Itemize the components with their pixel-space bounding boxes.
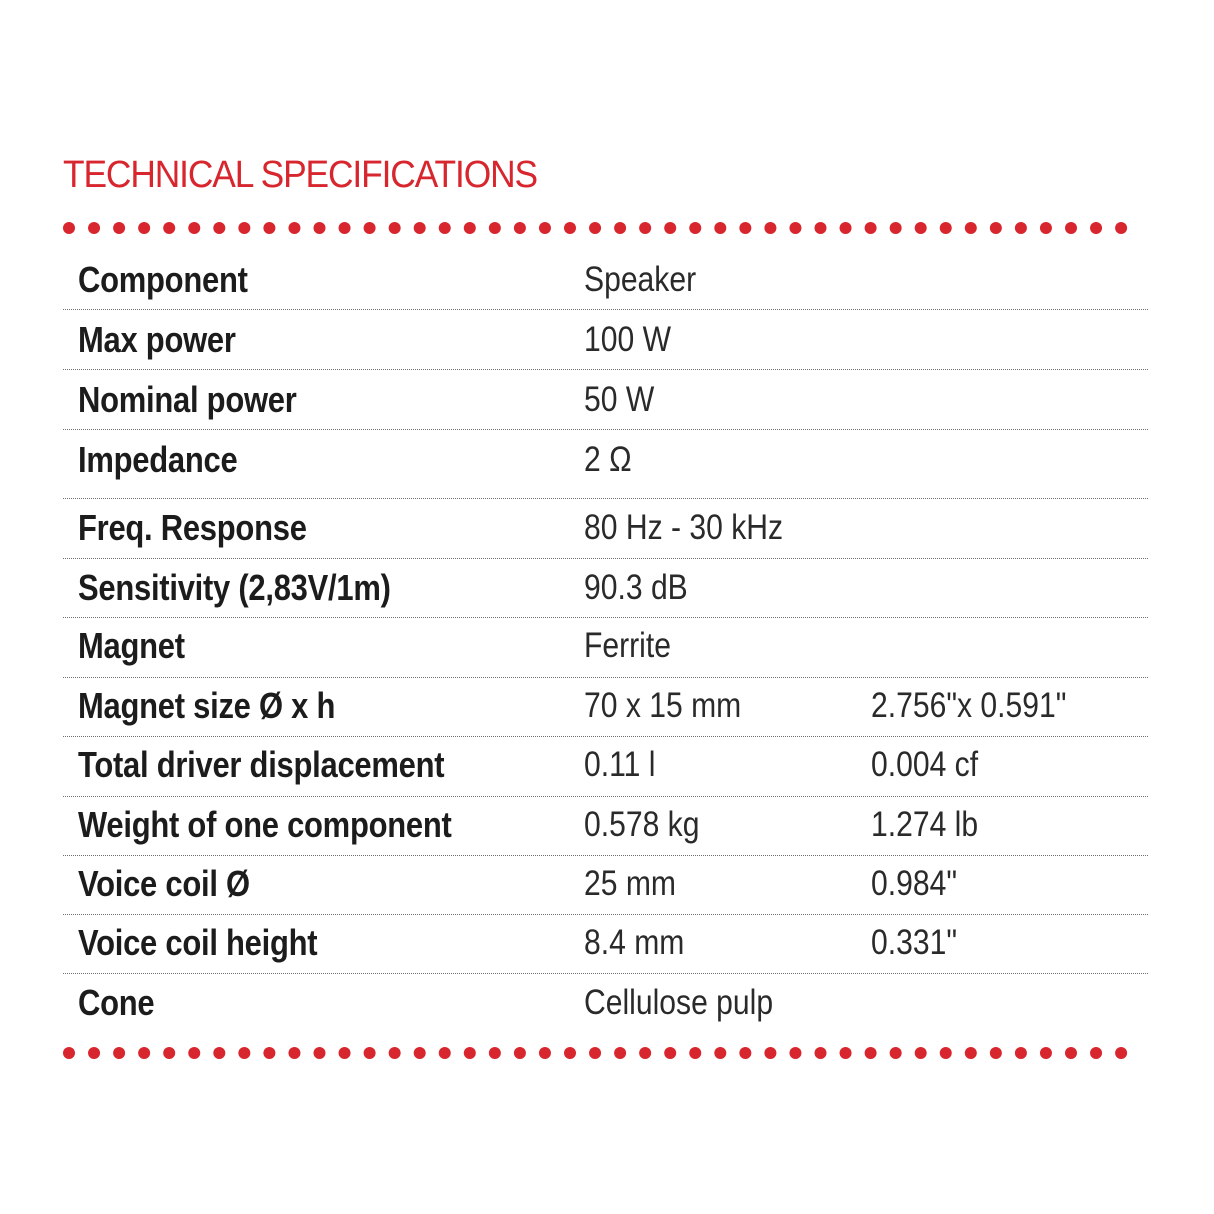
divider-dot — [890, 222, 902, 234]
spec-imperial-value: 0.984" — [871, 864, 958, 903]
divider-dot — [714, 1047, 726, 1059]
divider-dot — [764, 222, 776, 234]
spec-metric-value: Cellulose pulp — [584, 983, 774, 1022]
divider-dot — [439, 1047, 451, 1059]
spec-label: Max power — [78, 319, 236, 360]
divider-dot — [188, 1047, 200, 1059]
divider-dot — [589, 222, 601, 234]
divider-dot — [138, 222, 150, 234]
divider-dot — [464, 1047, 476, 1059]
divider-dot — [213, 1047, 225, 1059]
divider-dot — [188, 222, 200, 234]
divider-dot — [739, 1047, 751, 1059]
divider-dot — [564, 222, 576, 234]
divider-dot — [664, 222, 676, 234]
row-separator — [63, 429, 1148, 430]
row-separator — [63, 309, 1148, 310]
spec-label: Magnet size Ø x h — [78, 685, 336, 726]
spec-metric-value: Speaker — [584, 260, 697, 299]
spec-label: Component — [78, 259, 248, 300]
divider-dot — [339, 1047, 351, 1059]
divider-dot — [213, 222, 225, 234]
divider-dot — [840, 1047, 852, 1059]
divider-dot — [865, 1047, 877, 1059]
divider-dot — [815, 1047, 827, 1059]
divider-dot — [439, 222, 451, 234]
spec-label: Total driver displacement — [78, 744, 445, 785]
divider-dot — [238, 222, 250, 234]
divider-dot — [288, 222, 300, 234]
spec-imperial-value: 2.756"x 0.591" — [871, 686, 1067, 725]
spec-label: Nominal power — [78, 379, 297, 420]
spec-metric-value: 90.3 dB — [584, 568, 688, 607]
spec-metric-value: 80 Hz - 30 kHz — [584, 508, 784, 547]
divider-dot — [664, 1047, 676, 1059]
spec-label: Impedance — [78, 439, 238, 480]
spec-row — [63, 863, 1148, 906]
spec-row — [63, 567, 1148, 610]
divider-dot — [639, 1047, 651, 1059]
spec-row — [63, 439, 1148, 482]
divider-dot — [614, 222, 626, 234]
divider-dot — [965, 222, 977, 234]
row-separator — [63, 369, 1148, 370]
spec-row — [63, 982, 1148, 1025]
spec-label: Cone — [78, 982, 155, 1023]
row-separator — [63, 855, 1148, 856]
divider-dot — [539, 222, 551, 234]
divider-dot — [263, 1047, 275, 1059]
divider-dot — [990, 1047, 1002, 1059]
divider-dot — [464, 222, 476, 234]
divider-dot — [639, 222, 651, 234]
divider-dot — [1040, 222, 1052, 234]
spec-metric-value: 100 W — [584, 320, 671, 359]
divider-dot — [915, 222, 927, 234]
divider-dot — [589, 1047, 601, 1059]
spec-imperial-value: 0.004 cf — [871, 745, 979, 784]
spec-metric-value: 0.578 kg — [584, 805, 700, 844]
spec-imperial-value: 0.331" — [871, 923, 958, 962]
divider-dot — [940, 222, 952, 234]
spec-row — [63, 259, 1148, 302]
divider-dot — [1090, 1047, 1102, 1059]
divider-dot — [163, 222, 175, 234]
spec-metric-value: 25 mm — [584, 864, 676, 903]
divider-dot — [138, 1047, 150, 1059]
divider-dot — [63, 222, 75, 234]
spec-label: Voice coil Ø — [78, 863, 250, 904]
spec-row — [63, 319, 1148, 362]
divider-dot — [364, 1047, 376, 1059]
spec-imperial-value: 1.274 lb — [871, 805, 979, 844]
divider-dot — [689, 222, 701, 234]
row-separator — [63, 736, 1148, 737]
spec-row — [63, 922, 1148, 965]
divider-dot — [88, 222, 100, 234]
divider-dot — [88, 1047, 100, 1059]
divider-dot — [714, 222, 726, 234]
row-separator — [63, 796, 1148, 797]
spec-metric-value: 50 W — [584, 380, 655, 419]
spec-metric-value: 8.4 mm — [584, 923, 685, 962]
divider-dot — [965, 1047, 977, 1059]
divider-dot — [113, 1047, 125, 1059]
divider-dot — [314, 222, 326, 234]
divider-dot — [489, 1047, 501, 1059]
divider-dot — [314, 1047, 326, 1059]
divider-dot — [1115, 1047, 1127, 1059]
spec-label: Magnet — [78, 625, 185, 666]
spec-metric-value: Ferrite — [584, 626, 671, 665]
spec-row — [63, 804, 1148, 847]
divider-dot — [389, 222, 401, 234]
divider-dot — [489, 222, 501, 234]
spec-metric-value: 0.11 l — [584, 745, 656, 784]
divider-dot — [1065, 1047, 1077, 1059]
divider-dot — [789, 1047, 801, 1059]
divider-dot — [1015, 1047, 1027, 1059]
divider-dot — [1115, 222, 1127, 234]
row-separator — [63, 914, 1148, 915]
bottom-dotted-divider — [62, 1046, 1148, 1060]
spec-row — [63, 379, 1148, 422]
divider-dot — [389, 1047, 401, 1059]
spec-metric-value: 70 x 15 mm — [584, 686, 742, 725]
spec-row — [63, 685, 1148, 728]
divider-dot — [840, 222, 852, 234]
spec-row — [63, 625, 1148, 668]
divider-dot — [514, 222, 526, 234]
divider-dot — [1065, 222, 1077, 234]
divider-dot — [163, 1047, 175, 1059]
divider-dot — [1015, 222, 1027, 234]
spec-label: Freq. Response — [78, 507, 307, 548]
spec-label: Weight of one component — [78, 804, 452, 845]
divider-dot — [263, 222, 275, 234]
spec-label: Voice coil height — [78, 922, 318, 963]
divider-dot — [113, 222, 125, 234]
row-separator — [63, 558, 1148, 559]
row-separator — [63, 617, 1148, 618]
divider-dot — [63, 1047, 75, 1059]
divider-dot — [564, 1047, 576, 1059]
spec-row — [63, 744, 1148, 787]
divider-dot — [815, 222, 827, 234]
divider-dot — [514, 1047, 526, 1059]
divider-dot — [339, 222, 351, 234]
divider-dot — [789, 222, 801, 234]
divider-dot — [990, 222, 1002, 234]
divider-dot — [1090, 222, 1102, 234]
spec-label: Sensitivity (2,83V/1m) — [78, 567, 391, 608]
divider-dot — [764, 1047, 776, 1059]
top-dotted-divider — [62, 221, 1148, 235]
divider-dot — [940, 1047, 952, 1059]
divider-dot — [539, 1047, 551, 1059]
divider-dot — [739, 222, 751, 234]
row-separator — [63, 677, 1148, 678]
divider-dot — [865, 222, 877, 234]
divider-dot — [288, 1047, 300, 1059]
divider-dot — [890, 1047, 902, 1059]
row-separator — [63, 973, 1148, 974]
divider-dot — [414, 1047, 426, 1059]
divider-dot — [689, 1047, 701, 1059]
spec-metric-value: 2 Ω — [584, 440, 632, 479]
divider-dot — [414, 222, 426, 234]
divider-dot — [364, 222, 376, 234]
divider-dot — [238, 1047, 250, 1059]
divider-dot — [614, 1047, 626, 1059]
row-separator — [63, 498, 1148, 499]
divider-dot — [1040, 1047, 1052, 1059]
spec-row — [63, 507, 1148, 550]
page-title: TECHNICAL SPECIFICATIONS — [63, 154, 537, 196]
divider-dot — [915, 1047, 927, 1059]
